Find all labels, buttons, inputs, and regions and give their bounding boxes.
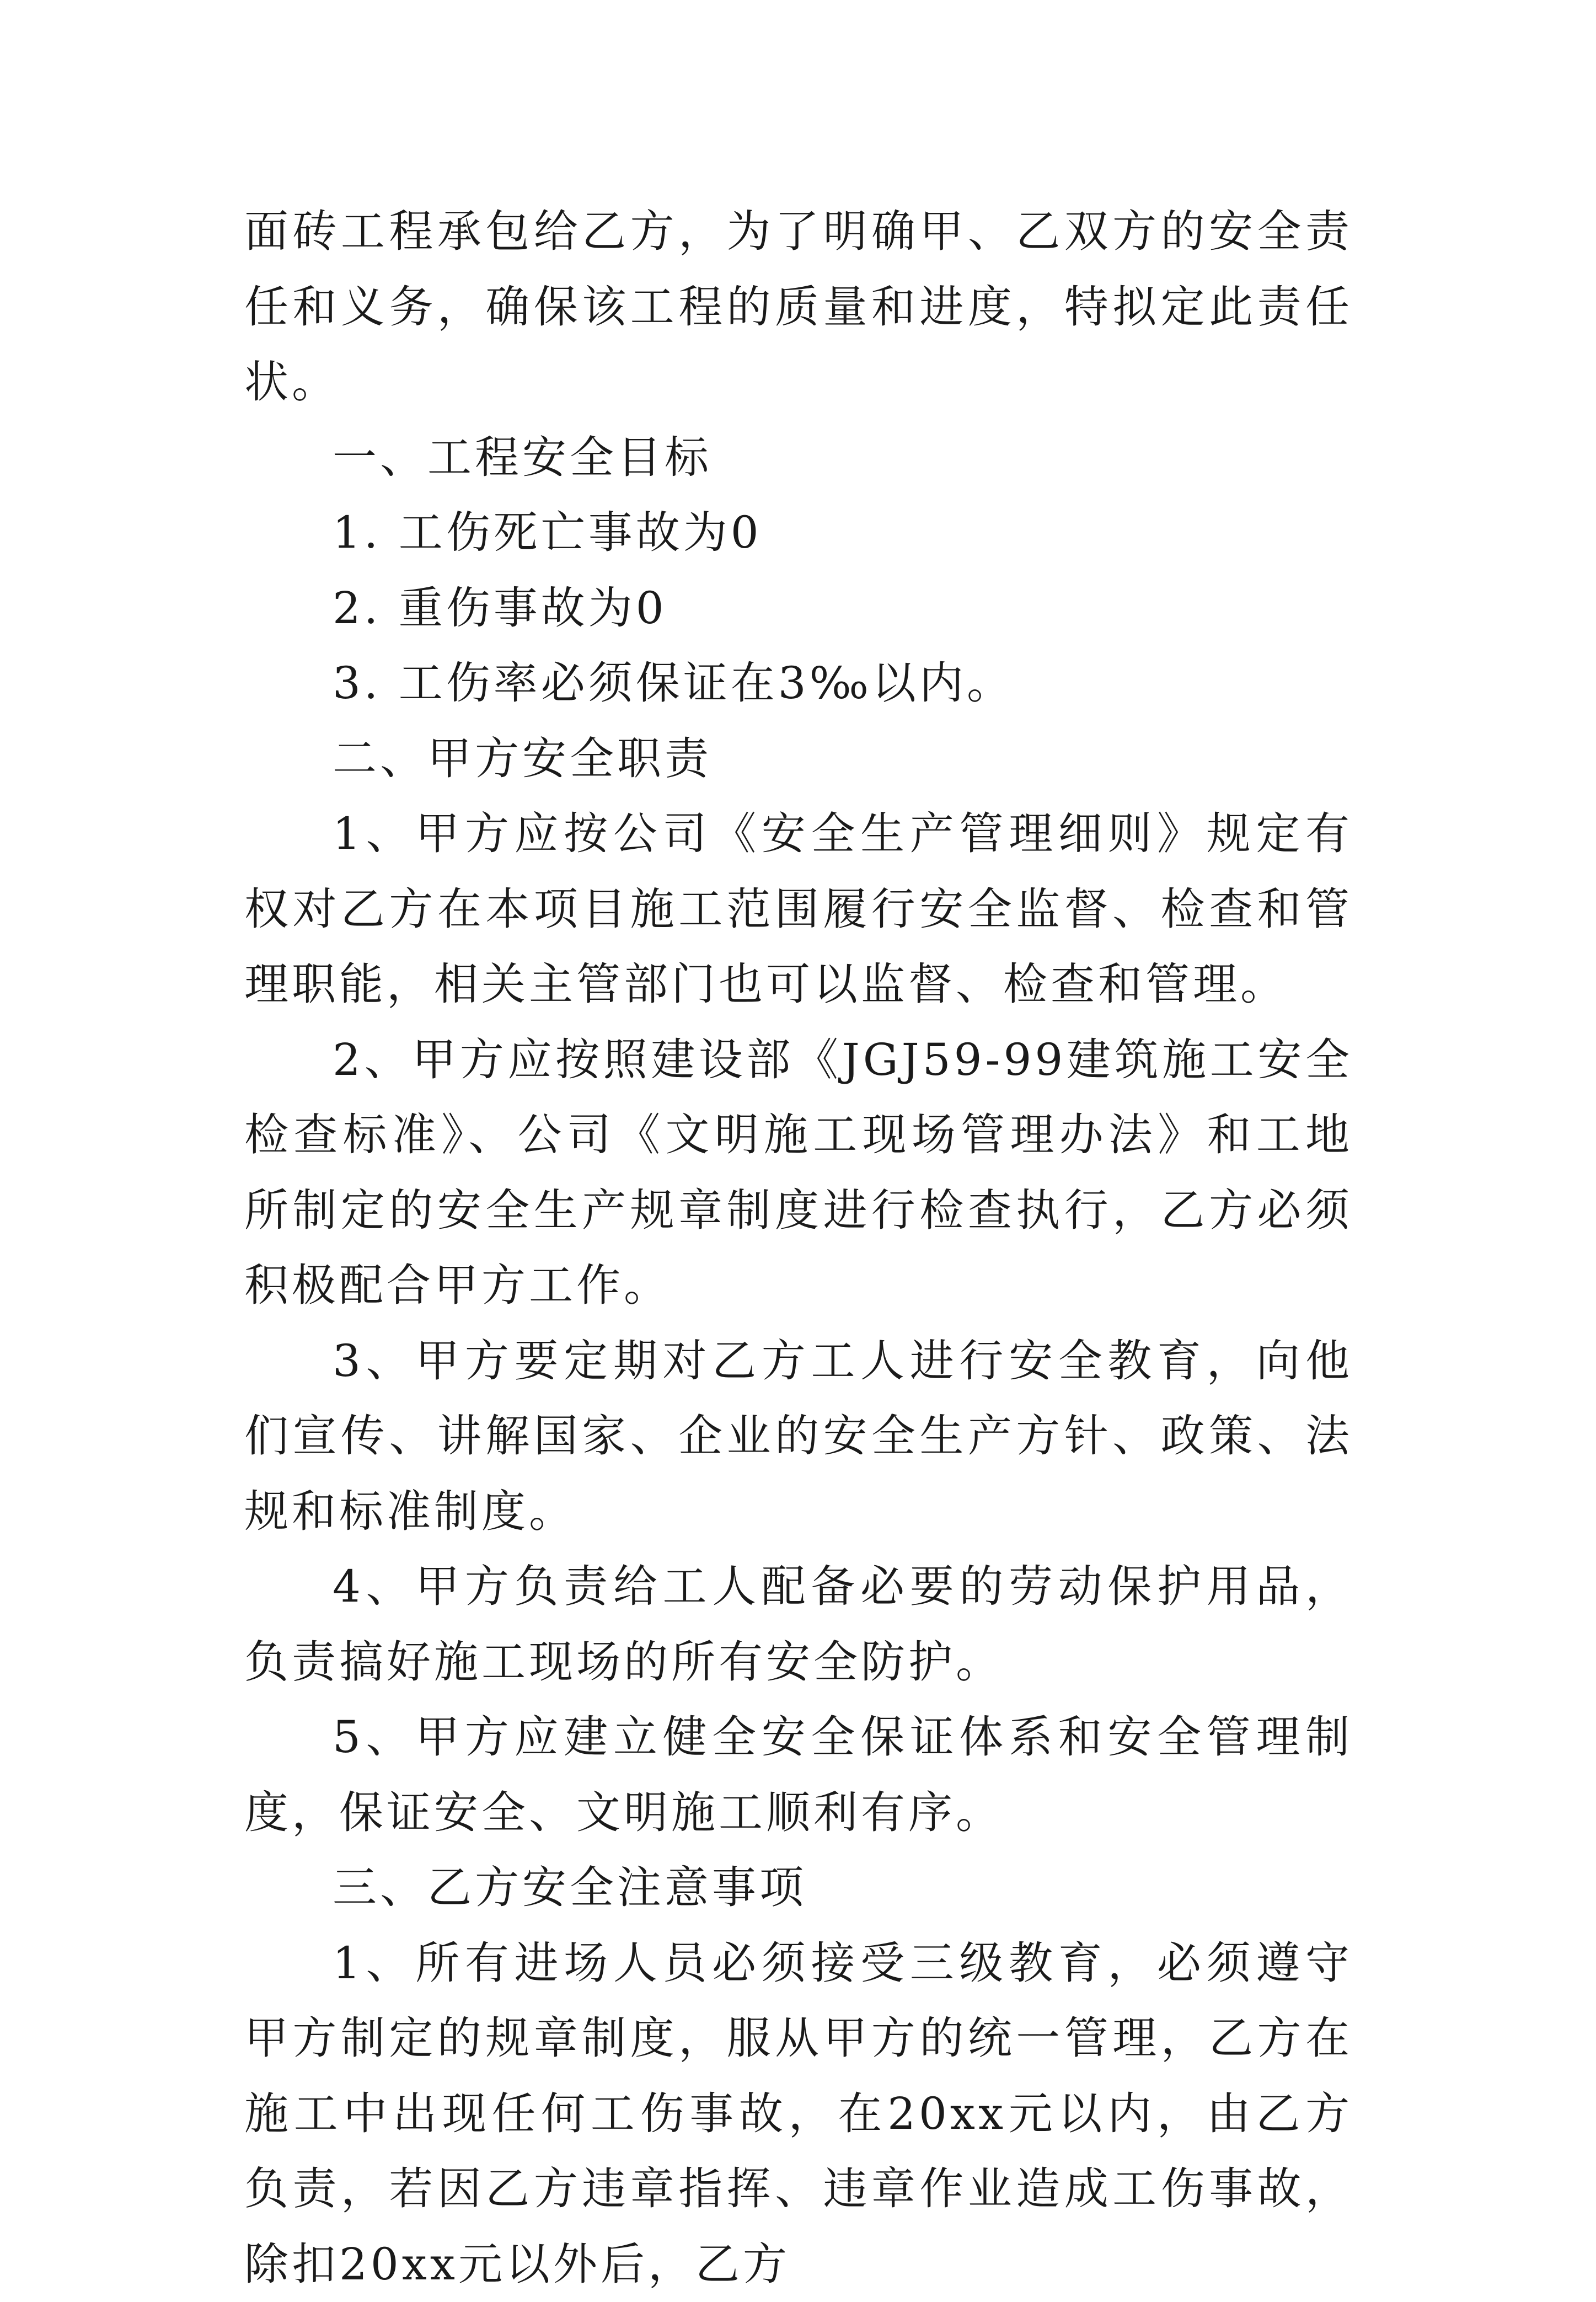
party-b-item-1: 1、所有进场人员必须接受三级教育，必须遵守甲方制定的规章制度，服从甲方的统一管理，乙方在施工中出现任何工伤事故，在20xx元以内，由乙方负责，若因乙方违章指挥、违章作业造成工伤事故，除扣20xx元以外后，乙方 (244, 1926, 1353, 2302)
party-a-duty-4: 4、甲方负责给工人配备必要的劳动保护用品，负责搞好施工现场的所有安全防护。 (244, 1549, 1353, 1700)
party-a-duty-5: 5、甲方应建立健全安全保证体系和安全管理制度，保证安全、文明施工顺利有序。 (244, 1700, 1353, 1850)
document-body (244, 194, 1353, 2302)
section-heading-1: 一、工程安全目标 (244, 420, 1353, 496)
party-a-duty-2: 2、甲方应按照建设部《JGJ59-99建筑施工安全检查标准》、公司《文明施工现场管理办法》和工地所制定的安全生产规章制度进行检查执行，乙方必须积极配合甲方工作。 (244, 1022, 1353, 1324)
goal-item-3: 3. 工伤率必须保证在3‰以内。 (244, 646, 1353, 721)
section-heading-3: 三、乙方安全注意事项 (244, 1850, 1353, 1926)
party-a-duty-3: 3、甲方要定期对乙方工人进行安全教育，向他们宣传、讲解国家、企业的安全生产方针、政策、法规和标准制度。 (244, 1324, 1353, 1550)
goal-item-1: 1. 工伤死亡事故为0 (244, 495, 1353, 571)
section-heading-2: 二、甲方安全职责 (244, 721, 1353, 797)
goal-item-2: 2. 重伤事故为0 (244, 571, 1353, 646)
party-a-duty-1: 1、甲方应按公司《安全生产管理细则》规定有权对乙方在本项目施工范围履行安全监督、检查和管理职能，相关主管部门也可以监督、检查和管理。 (244, 796, 1353, 1022)
paragraph-intro: 面砖工程承包给乙方，为了明确甲、乙双方的安全责任和义务，确保该工程的质量和进度，特拟定此责任状。 (244, 194, 1353, 420)
